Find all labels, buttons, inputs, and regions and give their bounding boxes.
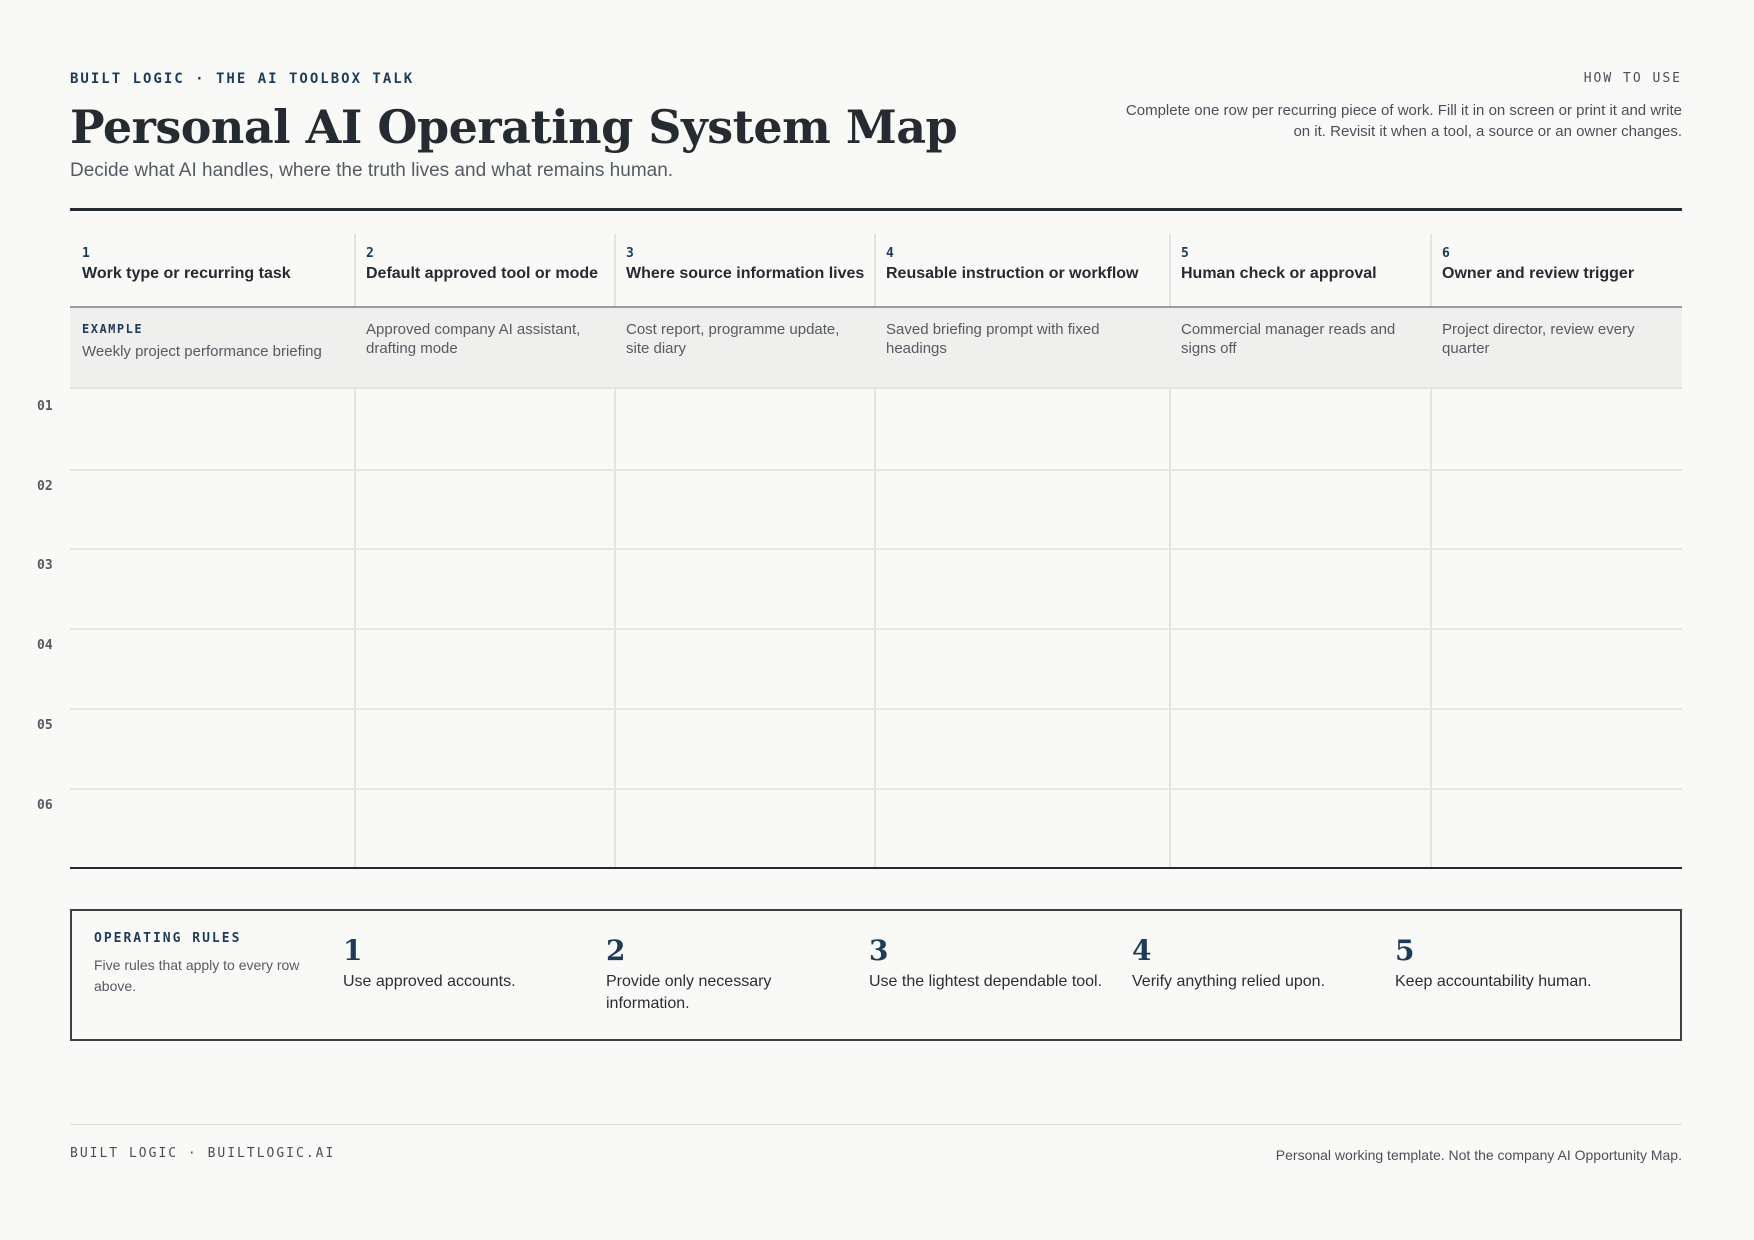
brand-kicker: BUILT LOGIC · THE AI TOOLBOX TALK xyxy=(70,71,415,87)
row-number: 03 xyxy=(37,558,53,573)
row-number: 02 xyxy=(37,479,53,494)
column-header-human-check xyxy=(1181,246,1377,283)
rule-text: Keep accountability human. xyxy=(1395,973,1592,990)
footer-note: Personal working template. Not the company AI Opportunity Map. xyxy=(1275,1147,1682,1163)
rule-text: Use the lightest dependable tool. xyxy=(869,973,1103,990)
example-row xyxy=(70,308,1682,389)
rule-text: Provide only necessary information. xyxy=(606,973,772,1012)
example-cell xyxy=(82,320,344,361)
rule-item xyxy=(1395,935,1645,993)
how-to-use-text: Complete one row per recurring piece of work. Fill it in on screen or print it and write on it. Revisit it when a tool, a source or an owner changes. xyxy=(1125,102,1682,140)
row-number: 05 xyxy=(37,718,53,733)
column-title: Default approved tool or mode xyxy=(366,265,599,282)
table-bottom-rule xyxy=(70,867,1682,869)
column-title: Owner and review trigger xyxy=(1442,265,1635,282)
operating-rules-label: OPERATING RULES xyxy=(94,931,242,946)
footer-divider xyxy=(70,1124,1682,1125)
example-cell: Saved briefing prompt with fixed headings xyxy=(886,321,1100,357)
table-row[interactable] xyxy=(70,389,1682,465)
rule-item xyxy=(869,935,1119,993)
rule-item xyxy=(1132,935,1382,993)
example-text: Weekly project performance briefing xyxy=(82,343,322,360)
example-cell: Cost report, programme update, site diary xyxy=(626,321,840,357)
column-header-tool xyxy=(366,246,598,283)
row-number: 01 xyxy=(37,399,53,414)
rule-text: Verify anything relied upon. xyxy=(1132,973,1326,990)
column-header-work-type xyxy=(82,246,291,283)
rule-number: 5 xyxy=(1395,934,1415,967)
example-label: EXAMPLE xyxy=(82,322,144,336)
column-header-source xyxy=(626,246,864,283)
footer-brand: BUILT LOGIC · BUILTLOGIC.AI xyxy=(70,1146,336,1161)
table-row[interactable] xyxy=(70,630,1682,706)
column-number: 2 xyxy=(366,246,374,261)
rule-number: 3 xyxy=(869,934,889,967)
example-cell: Approved company AI assistant, drafting mode xyxy=(366,321,581,357)
rule-number: 1 xyxy=(343,934,363,967)
column-number: 1 xyxy=(82,246,90,261)
rule-number: 4 xyxy=(1132,934,1152,967)
header-divider xyxy=(70,208,1682,211)
column-number: 3 xyxy=(626,246,634,261)
table-row[interactable] xyxy=(70,471,1682,547)
rule-number: 2 xyxy=(606,934,626,967)
rule-item xyxy=(606,935,856,1015)
page-subtitle: Decide what AI handles, where the truth lives and what remains human. xyxy=(70,160,674,181)
table-row[interactable] xyxy=(70,790,1682,866)
column-header-instruction xyxy=(886,246,1138,283)
table-row[interactable] xyxy=(70,550,1682,626)
table-row[interactable] xyxy=(70,710,1682,786)
row-number: 06 xyxy=(37,798,53,813)
example-cell: Project director, review every quarter xyxy=(1442,321,1635,357)
column-title: Reusable instruction or workflow xyxy=(886,265,1139,282)
page-title: Personal AI Operating System Map xyxy=(70,100,958,154)
rule-text: Use approved accounts. xyxy=(343,973,516,990)
column-title: Human check or approval xyxy=(1181,265,1377,282)
rule-item xyxy=(343,935,593,993)
column-number: 4 xyxy=(886,246,894,261)
row-number: 04 xyxy=(37,638,53,653)
operating-rules-description: Five rules that apply to every row above. xyxy=(94,957,300,994)
column-number: 6 xyxy=(1442,246,1450,261)
example-cell: Commercial manager reads and signs off xyxy=(1181,321,1396,357)
operating-rules-panel xyxy=(70,909,1682,1041)
worksheet-page xyxy=(37,0,1682,1240)
column-header-owner xyxy=(1442,246,1634,283)
how-to-use-label: HOW TO USE xyxy=(1583,71,1682,86)
column-title: Work type or recurring task xyxy=(82,265,291,282)
column-number: 5 xyxy=(1181,246,1189,261)
column-title: Where source information lives xyxy=(626,265,865,282)
